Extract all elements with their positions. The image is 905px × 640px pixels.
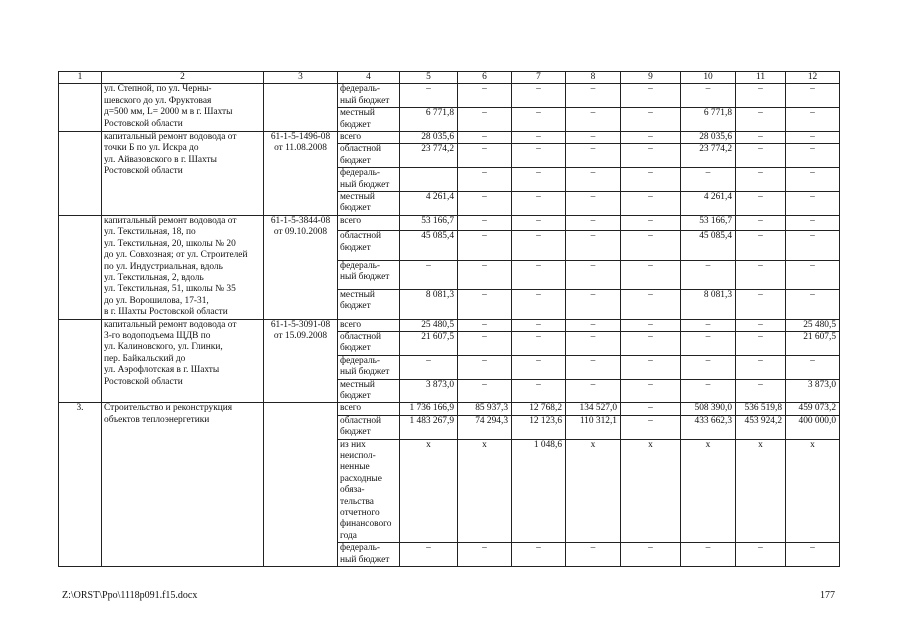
amount-cell: х — [621, 439, 681, 543]
amount-cell: – — [458, 215, 512, 230]
amount-cell: х — [458, 439, 512, 543]
amount-cell: – — [400, 543, 458, 567]
amount-cell: 21 607,5 — [400, 331, 458, 355]
column-number: 3 — [264, 72, 338, 84]
amount-cell: – — [736, 132, 786, 144]
registration-number — [264, 84, 338, 132]
amount-cell: – — [458, 84, 512, 108]
funding-source: местный бюджет — [338, 379, 400, 403]
amount-cell: 12 768,2 — [512, 403, 566, 415]
amount-cell: – — [621, 84, 681, 108]
amount-cell: 45 085,4 — [681, 231, 736, 260]
column-number: 1 — [59, 72, 102, 84]
amount-cell: – — [458, 331, 512, 355]
funding-source: всего — [338, 132, 400, 144]
amount-cell: – — [400, 260, 458, 289]
amount-cell: – — [736, 331, 786, 355]
amount-cell: – — [512, 215, 566, 230]
amount-cell: – — [512, 108, 566, 132]
amount-cell: – — [681, 168, 736, 192]
funding-source: федераль- ный бюджет — [338, 84, 400, 108]
object-name: ул. Степной, по ул. Черны- шевского до ул. Фруктовая д=500 мм, L= 2000 м в г. Шахты Ростовской области — [102, 84, 264, 132]
amount-cell: 1 483 267,9 — [400, 415, 458, 439]
amount-cell: – — [786, 108, 840, 132]
funding-source: местный бюджет — [338, 192, 400, 216]
amount-cell: – — [621, 168, 681, 192]
amount-cell: – — [458, 260, 512, 289]
object-name: капитальный ремонт водовода от точки Б по ул. Искра до ул. Айвазовского в г. Шахты Ростовской области — [102, 132, 264, 216]
amount-cell: 23 774,2 — [400, 144, 458, 168]
amount-cell: – — [736, 231, 786, 260]
amount-cell: – — [458, 231, 512, 260]
amount-cell: – — [621, 403, 681, 415]
amount-cell: – — [786, 168, 840, 192]
registration-number — [264, 403, 338, 567]
amount-cell: 1 736 166,9 — [400, 403, 458, 415]
amount-cell: 8 081,3 — [681, 290, 736, 319]
amount-cell: – — [681, 379, 736, 403]
amount-cell: – — [566, 331, 621, 355]
amount-cell: – — [566, 355, 621, 379]
funding-source: федераль- ный бюджет — [338, 543, 400, 567]
amount-cell: – — [566, 108, 621, 132]
amount-cell: 508 390,0 — [681, 403, 736, 415]
amount-cell: – — [458, 168, 512, 192]
item-number — [59, 319, 102, 403]
amount-cell: х — [736, 439, 786, 543]
amount-cell: – — [736, 215, 786, 230]
amount-cell: – — [786, 355, 840, 379]
amount-cell: 25 480,5 — [400, 319, 458, 331]
item-number: 3. — [59, 403, 102, 567]
budget-table — [58, 71, 840, 567]
funding-source: областной бюджет — [338, 231, 400, 260]
amount-cell: х — [566, 439, 621, 543]
amount-cell: – — [621, 231, 681, 260]
column-number: 6 — [458, 72, 512, 84]
amount-cell: – — [621, 290, 681, 319]
file-path: Z:\ORST\Ppo\1118p091.f15.docx — [62, 590, 198, 601]
amount-cell: 6 771,8 — [681, 108, 736, 132]
amount-cell: – — [566, 215, 621, 230]
table-row — [59, 132, 840, 144]
amount-cell: – — [621, 331, 681, 355]
amount-cell: – — [621, 192, 681, 216]
funding-source: областной бюджет — [338, 144, 400, 168]
amount-cell: 134 527,0 — [566, 403, 621, 415]
amount-cell: – — [566, 319, 621, 331]
amount-cell: – — [736, 192, 786, 216]
amount-cell: – — [512, 355, 566, 379]
column-number: 2 — [102, 72, 264, 84]
amount-cell: – — [736, 168, 786, 192]
registration-number: 61-1-5-3844-08 от 09.10.2008 — [264, 215, 338, 319]
amount-cell: 4 261,4 — [681, 192, 736, 216]
item-number — [59, 84, 102, 132]
funding-source: местный бюджет — [338, 290, 400, 319]
amount-cell: 3 873,0 — [786, 379, 840, 403]
amount-cell: – — [512, 144, 566, 168]
amount-cell: 459 073,2 — [786, 403, 840, 415]
amount-cell: – — [786, 84, 840, 108]
amount-cell: 23 774,2 — [681, 144, 736, 168]
amount-cell: – — [681, 543, 736, 567]
column-number: 4 — [338, 72, 400, 84]
amount-cell: 110 312,1 — [566, 415, 621, 439]
amount-cell: – — [736, 290, 786, 319]
amount-cell: 53 166,7 — [400, 215, 458, 230]
column-number: 11 — [736, 72, 786, 84]
amount-cell: – — [512, 260, 566, 289]
amount-cell: – — [512, 379, 566, 403]
amount-cell: – — [458, 543, 512, 567]
table-row — [59, 215, 840, 230]
amount-cell: – — [458, 290, 512, 319]
amount-cell: – — [566, 132, 621, 144]
amount-cell: – — [621, 319, 681, 331]
amount-cell: – — [736, 355, 786, 379]
amount-cell: 21 607,5 — [786, 331, 840, 355]
amount-cell: – — [681, 355, 736, 379]
amount-cell: – — [458, 319, 512, 331]
amount-cell — [400, 168, 458, 192]
amount-cell: – — [736, 319, 786, 331]
amount-cell: – — [566, 260, 621, 289]
amount-cell: – — [786, 215, 840, 230]
amount-cell: – — [512, 331, 566, 355]
amount-cell: – — [566, 84, 621, 108]
amount-cell: 12 123,6 — [512, 415, 566, 439]
funding-source: местный бюджет — [338, 108, 400, 132]
funding-source: областной бюджет — [338, 331, 400, 355]
amount-cell: – — [621, 543, 681, 567]
item-number — [59, 215, 102, 319]
funding-source: всего — [338, 403, 400, 415]
amount-cell: – — [512, 168, 566, 192]
amount-cell: 400 000,0 — [786, 415, 840, 439]
amount-cell: – — [512, 132, 566, 144]
amount-cell: 28 035,6 — [681, 132, 736, 144]
amount-cell: – — [621, 260, 681, 289]
table-row — [59, 403, 840, 415]
amount-cell: – — [566, 168, 621, 192]
amount-cell: 4 261,4 — [400, 192, 458, 216]
column-number: 7 — [512, 72, 566, 84]
amount-cell: 3 873,0 — [400, 379, 458, 403]
amount-cell: – — [621, 355, 681, 379]
item-number — [59, 132, 102, 216]
page-number: 177 — [820, 590, 835, 601]
amount-cell: – — [621, 215, 681, 230]
amount-cell: – — [681, 84, 736, 108]
amount-cell: 28 035,6 — [400, 132, 458, 144]
amount-cell: – — [621, 108, 681, 132]
amount-cell: – — [621, 379, 681, 403]
amount-cell: – — [621, 415, 681, 439]
table-row — [59, 84, 840, 108]
amount-cell: – — [786, 132, 840, 144]
amount-cell: – — [736, 379, 786, 403]
funding-source: федераль- ный бюджет — [338, 168, 400, 192]
amount-cell: 8 081,3 — [400, 290, 458, 319]
amount-cell: – — [736, 108, 786, 132]
amount-cell: – — [566, 231, 621, 260]
amount-cell: – — [681, 260, 736, 289]
amount-cell: 25 480,5 — [786, 319, 840, 331]
funding-source: всего — [338, 215, 400, 230]
amount-cell: – — [786, 290, 840, 319]
amount-cell: – — [786, 231, 840, 260]
funding-source: областной бюджет — [338, 415, 400, 439]
amount-cell: х — [400, 439, 458, 543]
amount-cell: – — [458, 192, 512, 216]
amount-cell: – — [566, 192, 621, 216]
amount-cell: – — [566, 144, 621, 168]
registration-number: 61-1-5-3091-08 от 15.09.2008 — [264, 319, 338, 403]
funding-source: из них неиспол- ненные расходные обяза- тельства отчетного финансового года — [338, 439, 400, 543]
amount-cell: – — [400, 355, 458, 379]
amount-cell: х — [786, 439, 840, 543]
amount-cell: – — [786, 192, 840, 216]
amount-cell: – — [458, 108, 512, 132]
amount-cell: 1 048,6 — [512, 439, 566, 543]
amount-cell: 53 166,7 — [681, 215, 736, 230]
amount-cell: – — [512, 192, 566, 216]
header-row — [59, 72, 840, 84]
amount-cell: 453 924,2 — [736, 415, 786, 439]
amount-cell: – — [566, 543, 621, 567]
amount-cell: 45 085,4 — [400, 231, 458, 260]
amount-cell: 536 519,8 — [736, 403, 786, 415]
object-name: Строительство и реконструкция объектов теплоэнергетики — [102, 403, 264, 567]
amount-cell: – — [786, 144, 840, 168]
amount-cell: – — [512, 319, 566, 331]
amount-cell: – — [736, 543, 786, 567]
funding-source: всего — [338, 319, 400, 331]
amount-cell: – — [400, 84, 458, 108]
amount-cell: 85 937,3 — [458, 403, 512, 415]
amount-cell: – — [736, 144, 786, 168]
amount-cell: 74 294,3 — [458, 415, 512, 439]
object-name: капитальный ремонт водовода от ул. Текстильная, 18, по ул. Текстильная, 20, школы № 20 до ул. Совхозная; от ул. Строителей по ул. Индустриальная, вдоль ул. Текстильная, 2, вдоль ул. Текстильная, 51, школы № 35 до ул. Ворошилова, 17-31, в г. Шахты Ростовской области — [102, 215, 264, 319]
amount-cell: – — [786, 543, 840, 567]
amount-cell: – — [681, 331, 736, 355]
column-number: 10 — [681, 72, 736, 84]
column-number: 8 — [566, 72, 621, 84]
funding-source: федераль- ный бюджет — [338, 355, 400, 379]
amount-cell: – — [458, 144, 512, 168]
amount-cell: – — [681, 319, 736, 331]
amount-cell: – — [512, 543, 566, 567]
amount-cell: – — [566, 379, 621, 403]
funding-source: федераль- ный бюджет — [338, 260, 400, 289]
amount-cell: – — [512, 231, 566, 260]
amount-cell: – — [736, 84, 786, 108]
amount-cell: – — [512, 290, 566, 319]
registration-number: 61-1-5-1496-08 от 11.08.2008 — [264, 132, 338, 216]
amount-cell: – — [621, 132, 681, 144]
amount-cell: – — [621, 144, 681, 168]
amount-cell: 433 662,3 — [681, 415, 736, 439]
amount-cell: х — [681, 439, 736, 543]
object-name: капитальный ремонт водовода от 3-го водоподъема ЩДВ по ул. Калиновского, ул. Глинки, пер. Байкальский до ул. Аэрофлотская в г. Шахты Ростовской области — [102, 319, 264, 403]
amount-cell: – — [458, 132, 512, 144]
amount-cell: – — [736, 260, 786, 289]
column-number: 5 — [400, 72, 458, 84]
amount-cell: – — [512, 84, 566, 108]
amount-cell: – — [786, 260, 840, 289]
column-number: 12 — [786, 72, 840, 84]
amount-cell: – — [458, 355, 512, 379]
table-row — [59, 319, 840, 331]
column-number: 9 — [621, 72, 681, 84]
amount-cell: 6 771,8 — [400, 108, 458, 132]
amount-cell: – — [566, 290, 621, 319]
amount-cell: – — [458, 379, 512, 403]
